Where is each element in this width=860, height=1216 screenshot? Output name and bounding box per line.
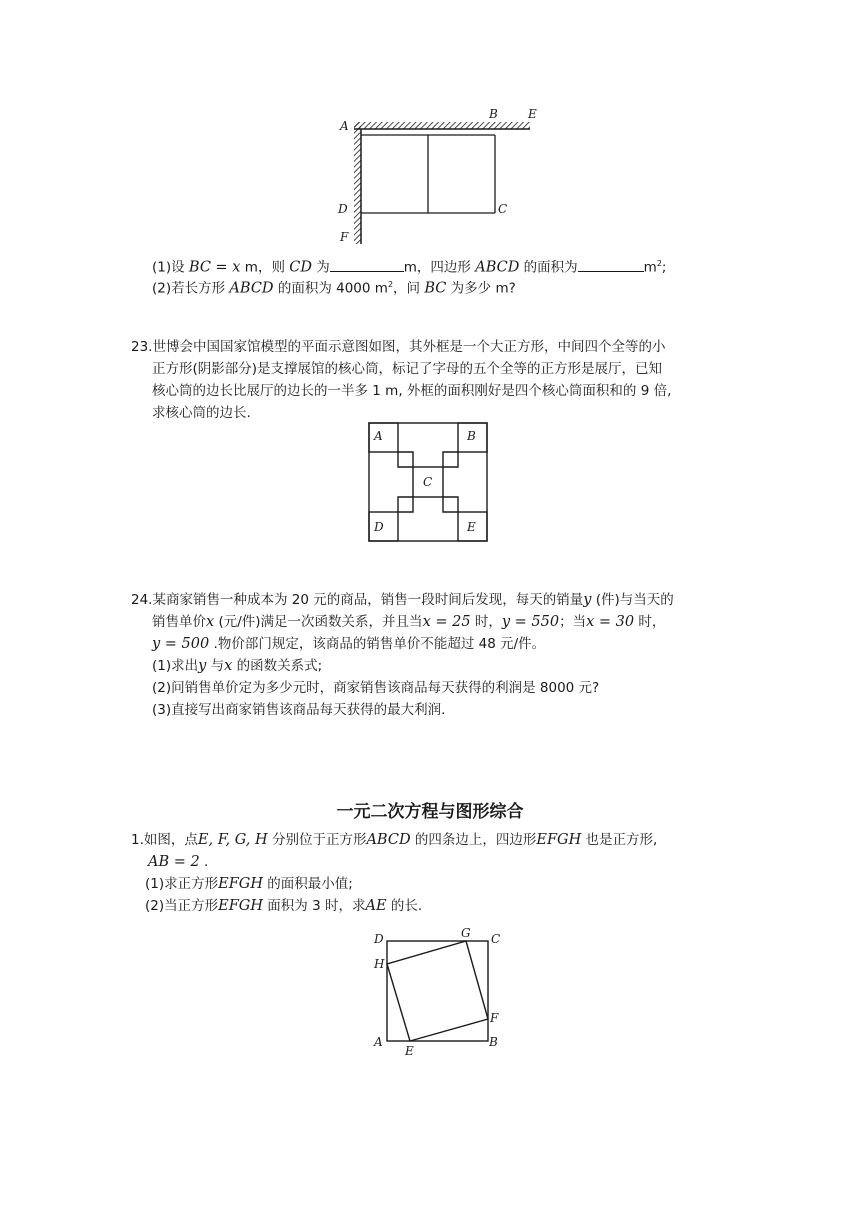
- q22-part1: (1)设 BC = x m，则 CD 为 m，四边形 ABCD 的面积为 $m^2$;: [152, 254, 666, 278]
- answer-blank-area[interactable]: [578, 257, 644, 272]
- q23-line3: 核心筒的边长比展厅的边长的一半多 1 m, 外框的面积刚好是四个核心筒面积和的 9 倍,: [152, 383, 672, 399]
- label-C: C: [491, 932, 501, 946]
- label-A: A: [374, 429, 383, 443]
- label-E: E: [405, 1044, 414, 1058]
- q23-line2: 正方形(阴影部分)是支撑展馆的核心筒，标记了字母的五个全等的正方形是展厅，已知: [152, 361, 663, 377]
- q24-line2: 销售单价x (元/件)满足一次函数关系，并且当x = 25 时，y = 550；当x = 30 时，: [152, 614, 666, 630]
- figure-wall-rectangle: [330, 100, 550, 250]
- label-A: A: [340, 119, 349, 133]
- section-title: 一元二次方程与图形综合: [336, 802, 524, 822]
- q1-line1: 1.如图，点E, F, G, H 分别位于正方形ABCD 的四条边上，四边形EFGH 也是正方形,: [131, 832, 658, 848]
- label-B: B: [489, 107, 498, 121]
- label-E: E: [528, 107, 537, 121]
- label-C: C: [498, 202, 508, 216]
- label-G: G: [461, 926, 471, 940]
- q24-line3: y = 500 .物价部门规定，该商品的销售单价不能超过 48 元/件。: [152, 636, 546, 652]
- q22-part2: (2)若长方形 ABCD 的面积为 4000 $m^2$，问 BC 为多少 m?: [152, 280, 516, 297]
- label-D: D: [374, 932, 384, 946]
- left-wall-hatch: [354, 122, 361, 244]
- q1-sub1: (1)求正方形EFGH 的面积最小值;: [145, 876, 353, 892]
- q23-line1: 23.世博会中国国家馆模型的平面示意图如图，其外框是一个大正方形，中间四个全等的小: [131, 339, 666, 355]
- label-H: H: [374, 957, 385, 971]
- label-F: F: [340, 230, 349, 244]
- q24-sub2: (2)问销售单价定为多少元时，商家销售该商品每天获得的利润是 8000 元?: [152, 680, 600, 696]
- label-B: B: [467, 429, 476, 443]
- label-A: A: [374, 1035, 383, 1049]
- q24-line1: 24.某商家销售一种成本为 20 元的商品，销售一段时间后发现，每天的销量y (件)与当天的: [131, 592, 674, 608]
- answer-blank-cd[interactable]: [330, 257, 404, 272]
- q24-sub1: (1)求出y 与x 的函数关系式;: [152, 658, 323, 674]
- square-EFGH: [387, 941, 488, 1041]
- q24-sub3: (3)直接写出商家销售该商品每天获得的最大利润.: [152, 702, 446, 718]
- label-D: D: [374, 520, 384, 534]
- top-wall-hatch: [354, 122, 530, 129]
- label-F: F: [490, 1011, 499, 1025]
- figure-inscribed-square: [368, 922, 508, 1062]
- label-B: B: [489, 1035, 498, 1049]
- figure-expo-pavilion: [366, 420, 490, 544]
- square-ABCD: [387, 941, 488, 1041]
- label-D: D: [338, 202, 348, 216]
- q23-line4: 求核心筒的边长.: [152, 405, 251, 421]
- q1-sub2: (2)当正方形EFGH 面积为 3 时，求AE 的长.: [145, 898, 423, 914]
- label-C: C: [423, 475, 433, 489]
- label-E: E: [467, 520, 476, 534]
- q1-line2: AB = 2 .: [148, 854, 209, 870]
